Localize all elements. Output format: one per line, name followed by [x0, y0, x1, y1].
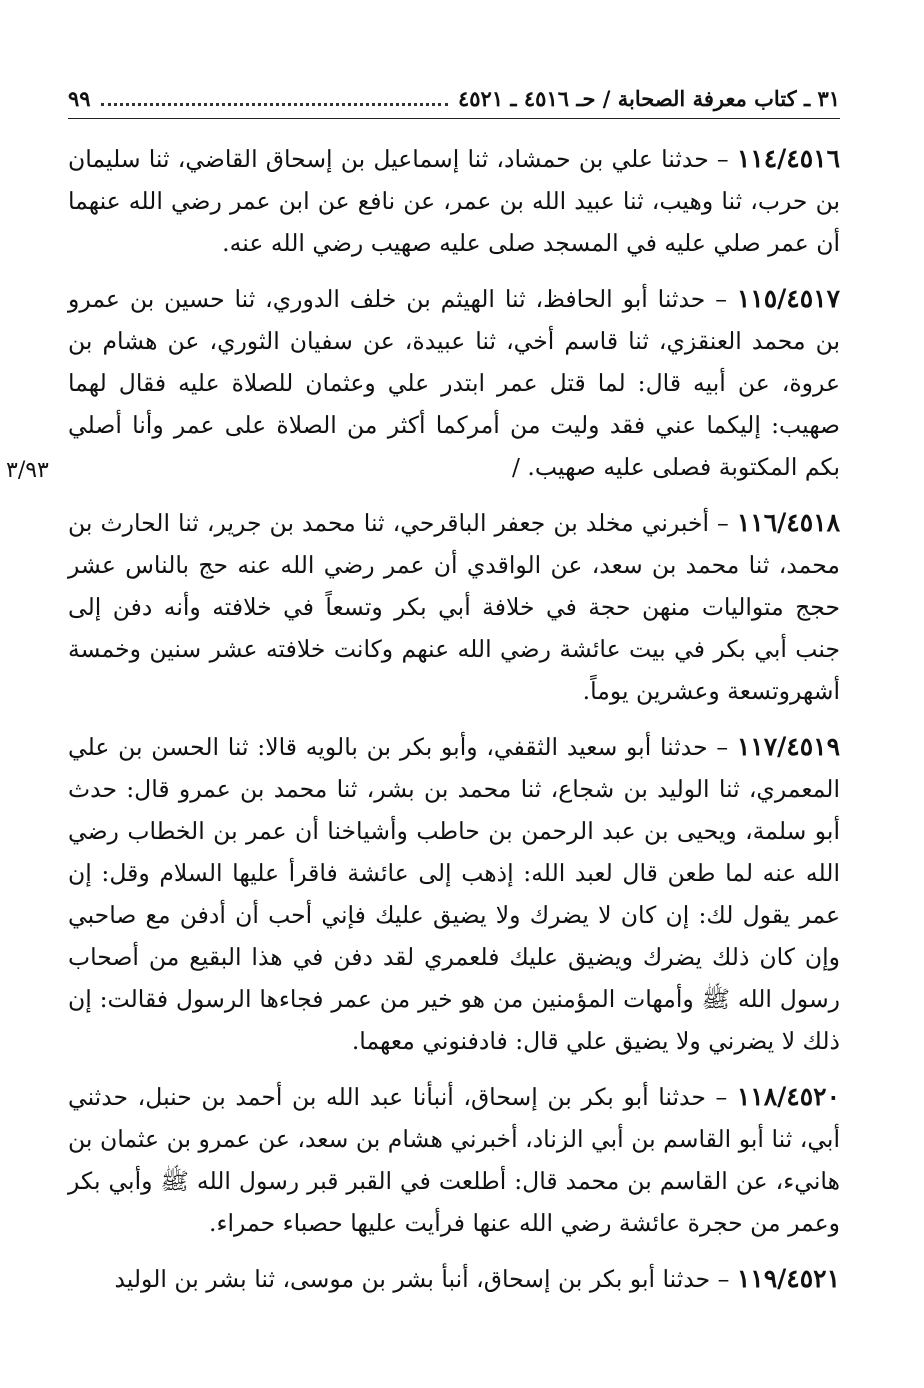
hadith-number: ١١٥/٤٥١٧: [736, 284, 840, 313]
hadith-entry: [68, 138, 840, 264]
running-header: [68, 78, 840, 119]
header-dot-leader: [101, 103, 448, 106]
hadith-text: – حدثنا أبو بكر بن إسحاق، أنبأنا عبد الله بن أحمد بن حنبل، حدثني أبي، ثنا أبو القاسم بن أبي الزناد، أخبرني هشام بن سعد، عن عمرو بن عثمان بن هانيء، عن القاسم بن محمد قال: أطلعت في القبر قبر رسول الله ﷺ وأبي بكر وعمر من حجرة عائشة رضي الله عنها فرأيت عليها حصباء حمراء.: [68, 1083, 840, 1237]
hadith-number: ١١٩/٤٥٢١: [736, 1264, 840, 1293]
hadith-entry: [68, 1258, 840, 1300]
hadith-text: – حدثنا أبو الحافظ، ثنا الهيثم بن خلف الدوري، ثنا حسين بن عمرو بن محمد العنقزي، ثنا قاسم أخي، ثنا عبيدة، عن سفيان الثوري، عن هشام بن عروة، عن أبيه قال: لما قتل عمر ابتدر علي وعثمان للصلاة عليه فقال لهما صهيب: إليكما عني فقد وليت من أمركما أكثر من الصلاة على عمر وأنا أصلي بكم المكتوبة فصلى عليه صهيب. /: [68, 285, 840, 481]
header-title: ٣١ ـ كتاب معرفة الصحابة / حـ ٤٥١٦ ـ ٤٥٢١: [458, 85, 840, 111]
hadith-list: [68, 138, 840, 1314]
hadith-entry: [68, 1076, 840, 1244]
margin-volume-page-reference: ٣/٩٣: [6, 458, 49, 483]
page-number: ٩٩: [68, 85, 91, 111]
hadith-entry: [68, 278, 840, 488]
hadith-number: ١١٨/٤٥٢٠: [736, 1082, 840, 1111]
hadith-entry: [68, 502, 840, 712]
hadith-number: ١١٦/٤٥١٨: [736, 508, 840, 537]
hadith-number: ١١٧/٤٥١٩: [736, 732, 840, 761]
hadith-text: – حدثنا أبو سعيد الثقفي، وأبو بكر بن بالويه قالا: ثنا الحسن بن علي المعمري، ثنا الوليد بن شجاع، ثنا محمد بن بشر، ثنا محمد بن عمرو قال: حدث أبو سلمة، ويحيى بن عبد الرحمن بن حاطب وأشياخنا أن عمر بن الخطاب رضي الله عنه لما طعن قال لعبد الله: إذهب إلى عائشة فاقرأ عليها السلام وقل: إن عمر يقول لك: إن كان لا يضرك ولا يضيق عليك فإني أحب أن أدفن مع صاحبي وإن كان ذلك يضرك ويضيق عليك فلعمري لقد دفن في هذا البقيع من أصحاب رسول الله ﷺ وأمهات المؤمنين من هو خير من عمر فجاءها الرسول فقالت: إن ذلك لا يضرني ولا يضيق علي قال: فادفنوني معهما.: [68, 733, 840, 1055]
hadith-entry: [68, 726, 840, 1062]
hadith-number: ١١٤/٤٥١٦: [736, 144, 840, 173]
hadith-text: – حدثنا أبو بكر بن إسحاق، أنبأ بشر بن موسى، ثنا بشر بن الوليد: [114, 1265, 737, 1293]
hadith-text: – أخبرني مخلد بن جعفر الباقرحي، ثنا محمد بن جرير، ثنا الحارث بن محمد، ثنا محمد بن سعد، عن الواقدي أن عمر رضي الله عنه حج بالناس عشر حجج متواليات منهن حجة في خلافة أبي بكر وتسعاً في خلافته وأنه دفن إلى جنب أبي بكر في بيت عائشة رضي الله عنهم وكانت خلافته عشر سنين وخمسة أشهروتسعة وعشرين يوماً.: [68, 509, 840, 705]
hadith-text: – حدثنا علي بن حمشاد، ثنا إسماعيل بن إسحاق القاضي، ثنا سليمان بن حرب، ثنا وهيب، ثنا عبيد الله بن عمر، عن نافع عن ابن عمر رضي الله عنهما أن عمر صلي عليه في المسجد صلى عليه صهيب رضي الله عنه.: [68, 145, 840, 257]
